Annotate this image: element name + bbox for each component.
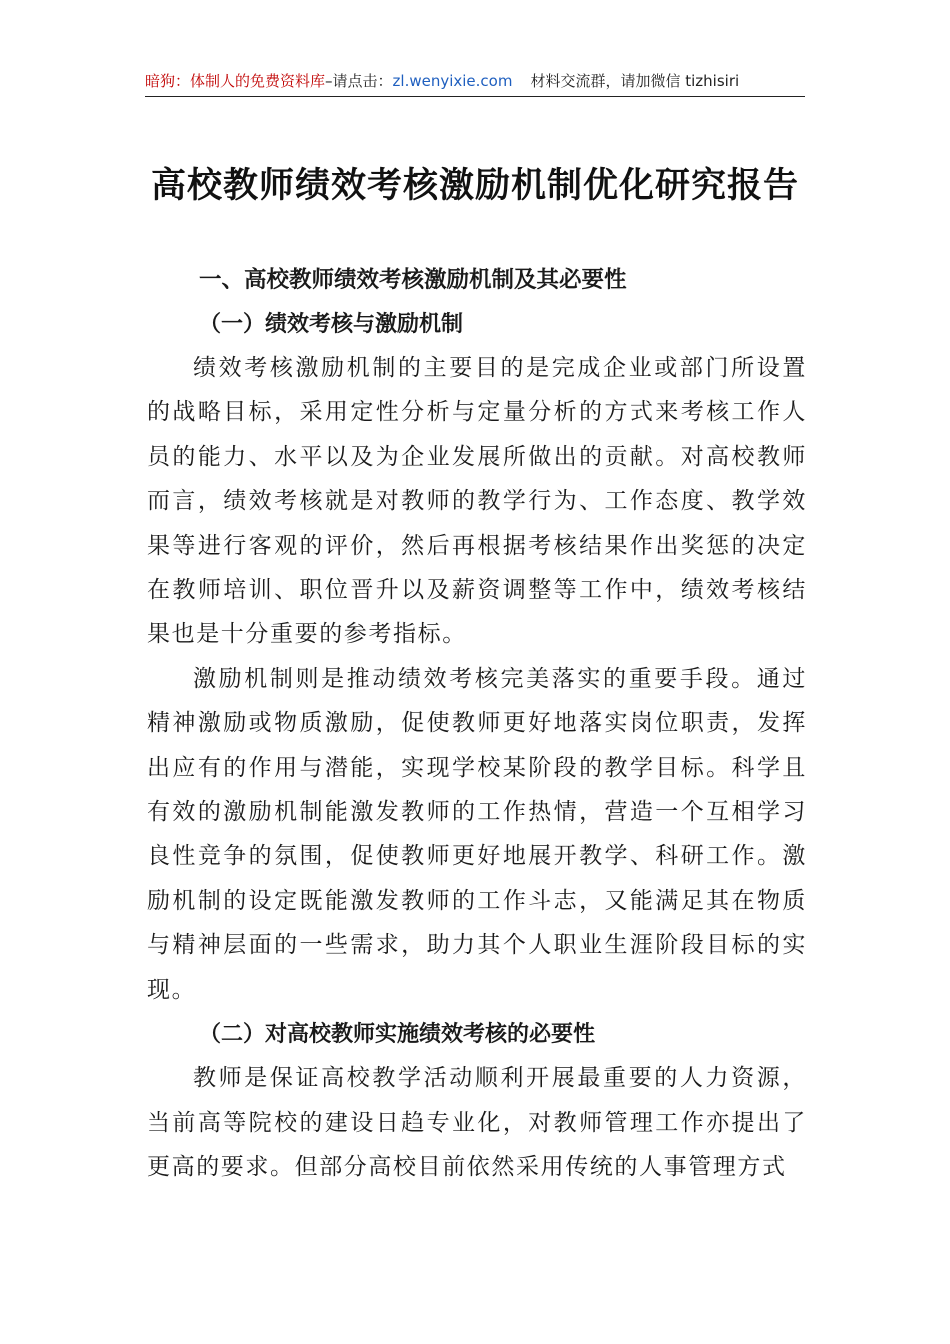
document-title: 高校教师绩效考核激励机制优化研究报告 — [150, 165, 799, 206]
subsection-1-heading: （一）绩效考核与激励机制 — [199, 311, 464, 337]
header-link[interactable]: zl.wenyixie.com — [392, 72, 513, 90]
document-body — [147, 258, 807, 1189]
paragraph: 教师是保证高校教学活动顺利开展最重要的人力资源，当前高等院校的建设日趋专业化，对教师管理工作亦提出了更高的要求。但部分高校目前依然采用传统的人事管理方式 — [147, 1065, 807, 1180]
header-brand: 暗狗：体制人的免费资料库 — [145, 72, 326, 90]
paragraph: 绩效考核激励机制的主要目的是完成企业或部门所设置的战略目标，采用定性分析与定量分析的方式来考核工作人员的能力、水平以及为企业发展所做出的贡献。对高校教师而言，绩效考核就是对教师的教学行为、工作态度、教学效果等进行客观的评价，然后再根据考核结果作出奖惩的决定在教师培训、职位晋升以及薪资调整等工作中，绩效考核结果也是十分重要的参考指标。 — [147, 355, 807, 648]
subsection-2-heading: （二）对高校教师实施绩效考核的必要性 — [199, 1021, 596, 1048]
header-wechat-note: 材料交流群，请加微信 tizhisiri — [530, 72, 740, 90]
page-header — [145, 66, 805, 97]
section-1-heading: 一、高校教师绩效考核激励机制及其必要性 — [199, 267, 627, 293]
header-prompt: –请点击： — [325, 72, 393, 90]
paragraph: 激励机制则是推动绩效考核完美落实的重要手段。通过精神激励或物质激励，促使教师更好地落实岗位职责，发挥出应有的作用与潜能，实现学校某阶段的教学目标。科学且有效的激励机制能激发教师的工作热情，营造一个互相学习良性竞争的氛围，促使教师更好地展开教学、科研工作。激励机制的设定既能激发教师的工作斗志，又能满足其在物质与精神层面的一些需求，助力其个人职业生涯阶段目标的实现。 — [147, 665, 807, 1003]
